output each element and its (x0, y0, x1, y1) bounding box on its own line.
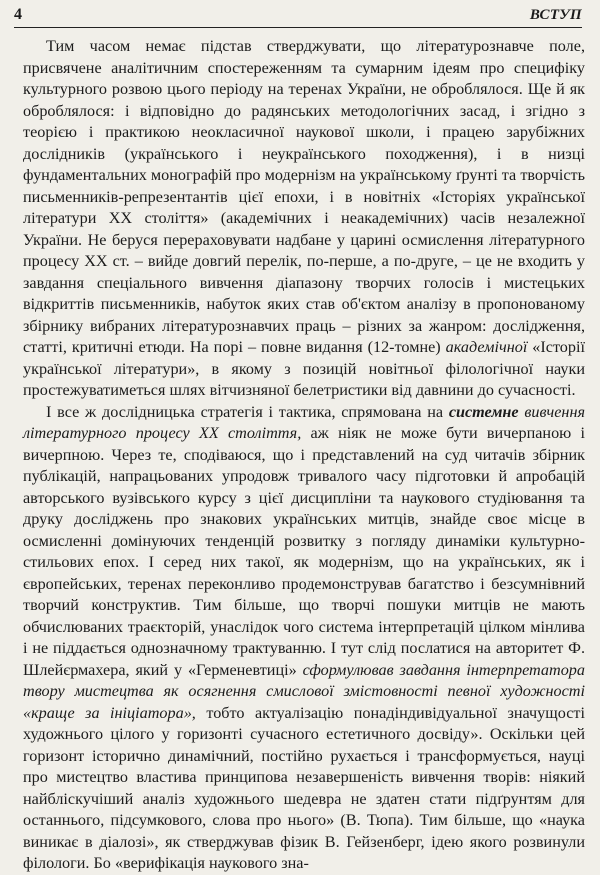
text-run: І все ж дослідницька стратегія і тактика, спрямована на (46, 402, 449, 421)
paragraph-1 (23, 36, 585, 402)
paragraph-2 (23, 402, 585, 875)
text-run: Тим часом немає підстав стверджувати, що літературознавче поле, присвячене аналітичним спостереженням та сумарним ідеям про специфіку культурного розвою цього періоду на теренах України, не оброблялося. Ще й як оброблялося: і відповідно до радянських методологічних засад, і згідно з теорією і практикою неокласичної наукової школи, і працею зарубіжних дослідників (українського і неукраїнського походження), і в низці фундаментальних монографій про модернізм на українському ґрунті та творчість письменників-репрезентантів цієї епохи, і в новітніх «Історіях української літератури XX століття» (академічних і неакадемічних) часів незалежної України. Не беруся перераховувати надбане у царині осмислення літературного процесу XX ст. – вийде довгий перелік, по-перше, а по-друге, – це не входить у завдання спеціального вивчення діапазону творчих голосів і мистецьких відкриттів письменників, набуток яких став об'єктом аналізу в пропонованому збірнику вибраних літературознавчих праць – різних за жанром: дослідження, статті, критичні етюди. На порі – повне видання (12-томне) (23, 37, 585, 356)
bold-italic-text-run: системне (448, 402, 519, 421)
text-run: аж ніяк не може бути вичерпаною і вичерпною. Через те, сподіваюся, що і представлений на суд читачів збірник публікацій, напрацьованих упродовж тривалого часу підготовки й апробацій авторського вузівського курсу з цієї дисципліни та наукового студіювання та друку досліджень про знакових українських митців, знайде своє місце в осмисленні домінуючих тенденцій розвитку з погляду динаміки культурно-стильових епох. І серед них такої, як модернізм, що на українських, як і європейських, теренах переконливо продемонстрував багатство і безсумнівний творчий конструктив. Тим більше, що творчі пошуки митців не мають обчислюваних траєкторій, унаслідок чого система інтерпретацій цілком мінлива і не піддається однозначному трактуванню. І тут слід послатися на авторитет Ф. Шлейєрмахера, який у «Герменевтиці» (23, 424, 585, 679)
italic-text-run: сформулював завдання інтерпретатора твору мистецтва як осягнення смислової змістовності певної художності «краще за ініціатора», (23, 660, 585, 722)
text-run: тобто актуалізацію понадіндивідуальної значущості художнього цілого у горизонті сучасного естетичного досвіду». Оскільки цей горизонт історично динамічний, постійно рухається і трансформується, науці про мистецтво властива принципова незавершеність вивчення творів: ніякий найбліскучіший аналіз художнього шедевра не здатен стати підґрунтям для останнього, підсумкового, слова про нього» (В. Тюпа). Тим більше, що «наука виникає в діалозі», як стверджував фізик В. Гейзенберг, ідею якого розвинули філологи. Бо «верифікація наукового зна- (23, 703, 585, 872)
page-header (14, 4, 582, 28)
body-text (23, 36, 585, 875)
page-number: 4 (14, 6, 22, 23)
text-run: «Історії української літератури», в якому з позицій новітньої філологічної науки простежуватиметься шлях вітчизняної белетристики від давнини до сучасності. (23, 338, 585, 399)
running-head: ВСТУП (529, 7, 582, 23)
italic-text-run: академічної (445, 338, 528, 356)
italic-text-run: вивчення літературного процесу XX століття, (23, 402, 586, 442)
